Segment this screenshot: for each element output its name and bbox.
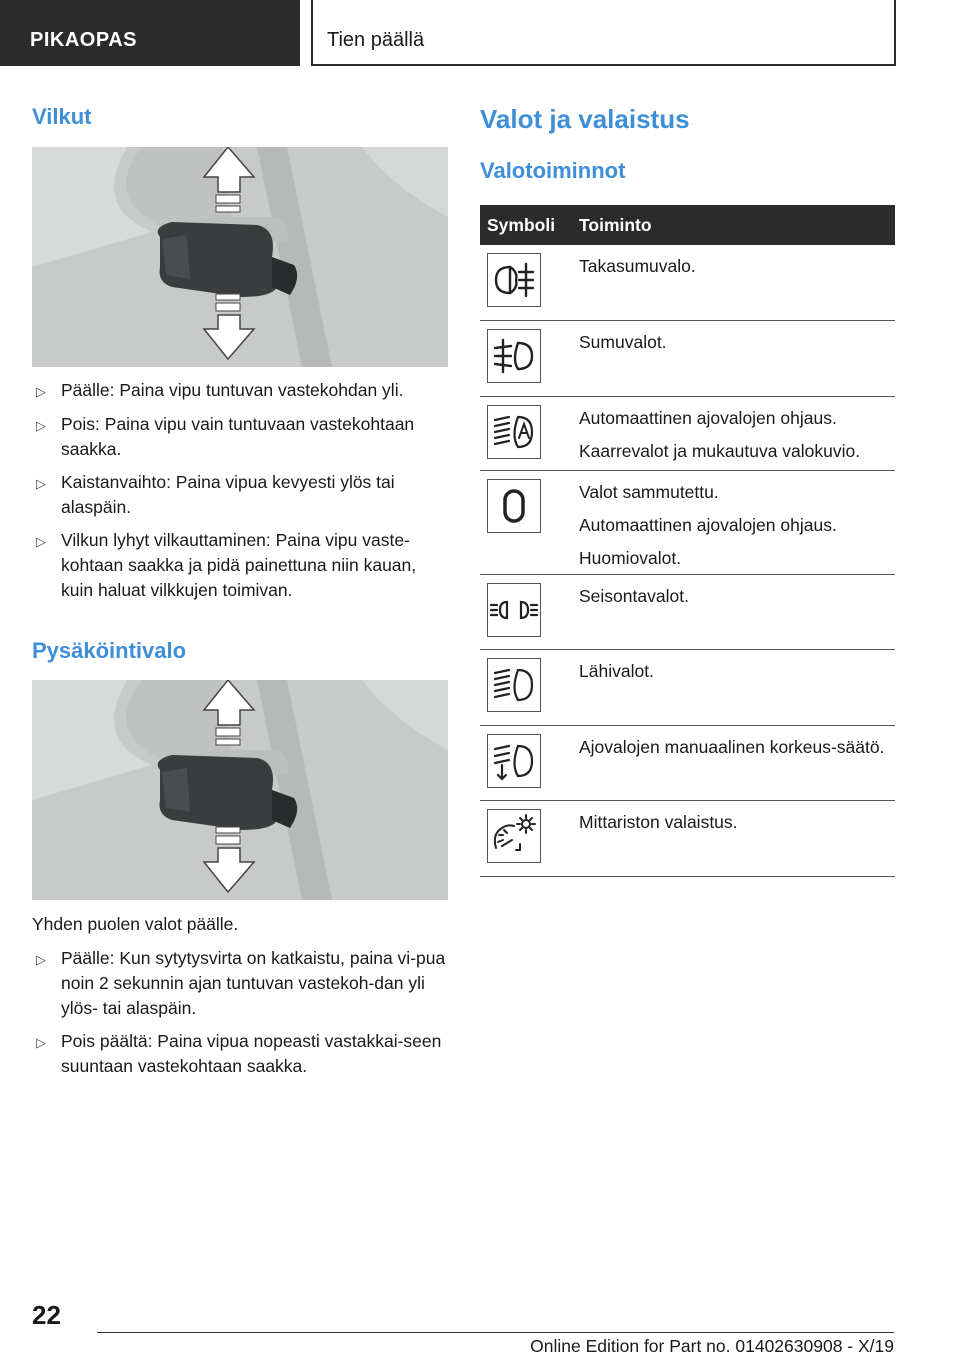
page-number: 22 xyxy=(32,1300,61,1330)
chapter-title: Tien päällä xyxy=(311,0,896,66)
table-row xyxy=(480,575,895,650)
table-header xyxy=(480,205,895,245)
parking-lights-icon xyxy=(487,583,541,637)
parking-light-lever-illustration xyxy=(32,680,448,900)
lights-off-zero-icon xyxy=(487,479,541,533)
table-row xyxy=(480,726,895,801)
function-text: Automaattinen ajovalojen ohjaus. xyxy=(579,408,837,428)
bullet-triangle-icon: ▷ xyxy=(36,534,46,549)
column-header-symbol: Symboli xyxy=(487,215,556,235)
function-text: Seisontavalot. xyxy=(579,586,689,606)
rear-fog-light-icon xyxy=(487,253,541,307)
instrument-lighting-icon xyxy=(487,809,541,863)
list-item: ▷ Vilkun lyhyt vilkauttaminen: Paina vipu vaste-kohtaan saakka ja pidä painettuna niin kauan, kuin haluat vilkkujen toimivan. xyxy=(36,530,417,600)
table-row xyxy=(480,650,895,726)
auto-headlight-icon xyxy=(487,405,541,459)
function-text: Kaarrevalot ja mukautuva valokuvio. xyxy=(579,441,861,461)
table-row xyxy=(480,397,895,471)
bullet-triangle-icon: ▷ xyxy=(36,418,46,433)
footer-divider xyxy=(97,1332,894,1333)
turn-signal-lever-illustration xyxy=(32,147,448,367)
function-text: Automaattinen ajovalojen ohjaus. xyxy=(579,515,837,535)
table-row xyxy=(480,321,895,397)
bullet-triangle-icon: ▷ xyxy=(36,1035,46,1050)
table-row xyxy=(480,801,895,877)
page-section-title: Valot ja valaistus xyxy=(480,104,690,134)
list-item: ▷ Päälle: Kun sytytysvirta on katkaistu, paina vi-pua noin 2 sekunnin ajan tuntuvan vastekoh-dan yli ylös- tai alaspäin. xyxy=(36,948,446,1018)
section-tab: PIKAOPAS xyxy=(0,0,300,66)
turn-signals-heading: Vilkut xyxy=(32,104,92,129)
bullet-triangle-icon: ▷ xyxy=(36,952,46,967)
bullet-triangle-icon: ▷ xyxy=(36,476,46,491)
parking-light-heading: Pysäköintivalo xyxy=(32,638,187,663)
list-item: ▷ Pois päältä: Paina vipua nopeasti vastakkai-seen suuntaan vastekohtaan saakka. xyxy=(36,1031,442,1076)
bullet-triangle-icon: ▷ xyxy=(36,384,46,399)
parking-light-intro: Yhden puolen valot päälle. xyxy=(32,914,239,934)
function-text: Huomiovalot. xyxy=(579,548,682,568)
list-item: ▷ Kaistanvaihto: Paina vipua kevyesti ylös tai alaspäin. xyxy=(36,472,395,517)
table-row xyxy=(480,245,895,321)
function-text: Sumuvalot. xyxy=(579,332,667,352)
table-row xyxy=(480,471,895,575)
front-fog-light-icon xyxy=(487,329,541,383)
function-text: Valot sammutettu. xyxy=(579,482,719,502)
function-text: Takasumuvalo. xyxy=(579,256,696,276)
footer-edition: Online Edition for Part no. 01402630908 - X/19 xyxy=(530,1336,894,1356)
function-text: Lähivalot. xyxy=(579,661,654,681)
headlight-range-control-icon xyxy=(487,734,541,788)
column-header-function: Toiminto xyxy=(579,215,652,235)
function-text: Mittariston valaistus. xyxy=(579,812,738,832)
list-item: ▷ Pois: Paina vipu vain tuntuvaan vastekohtaan saakka. xyxy=(36,414,415,459)
list-item: ▷ Päälle: Paina vipu tuntuvan vastekohdan yli. xyxy=(36,378,448,403)
subsection-title: Valotoiminnot xyxy=(480,158,626,183)
function-text: Ajovalojen manuaalinen korkeus-säätö. xyxy=(579,737,885,757)
low-beam-icon xyxy=(487,658,541,712)
